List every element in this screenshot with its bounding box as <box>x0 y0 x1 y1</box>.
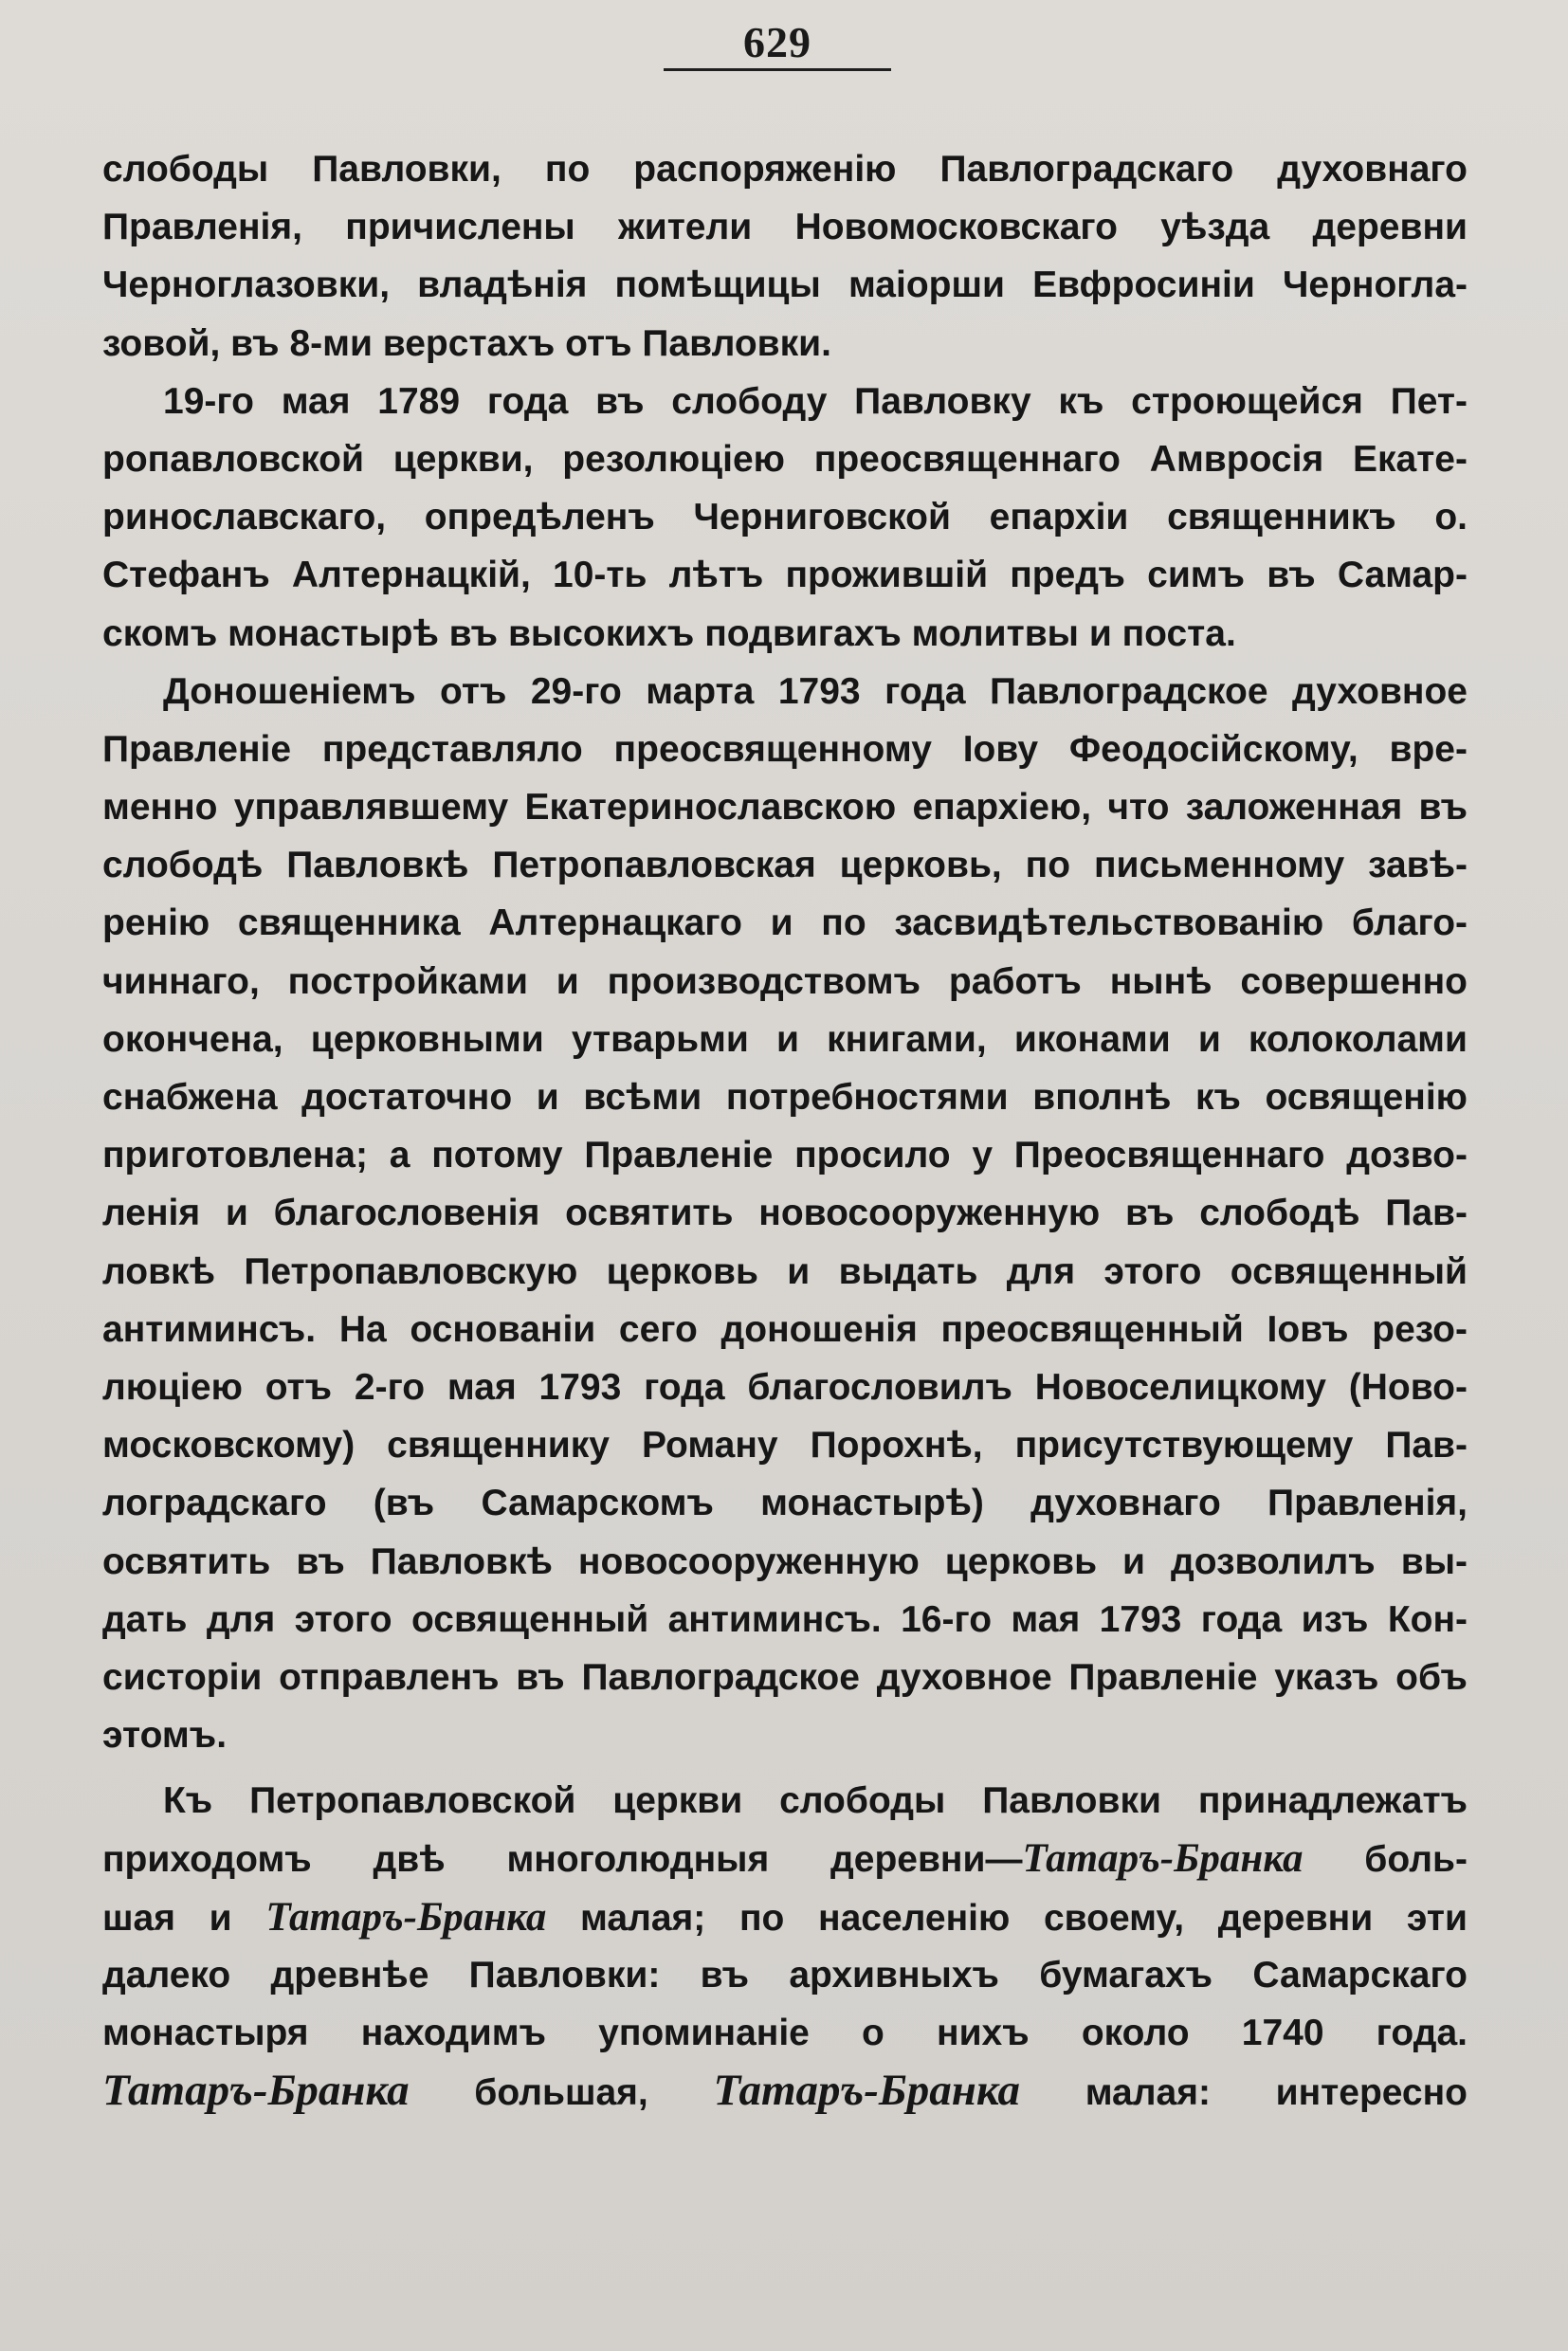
text-line: систоріи отправленъ въ Павлоградское духовное Правленіе указъ объ <box>102 1656 1468 1698</box>
text-line: люціею отъ 2-го мая 1793 года благословилъ Новоселицкому (Ново- <box>102 1366 1468 1408</box>
paragraph <box>102 140 1468 373</box>
text-line: ринославскаго, опредѣленъ Черниговской епархіи священникъ о. <box>102 497 1468 538</box>
text-line: антиминсъ. На основаніи сего доношенія преосвященный Іовъ резо- <box>102 1308 1468 1350</box>
text-line: слободы Павловки, по распоряженію Павлоградскаго духовнаго <box>102 149 1468 190</box>
italic-name: Татаръ-Бранка <box>102 2066 410 2116</box>
text-line: московскому) священнику Роману Порохнѣ, присутствующему Пав- <box>102 1425 1468 1467</box>
page-number-rule <box>664 68 891 71</box>
text-line: слободѣ Павловкѣ Петропавловская церковь, по письменному завѣ- <box>102 845 1468 886</box>
text-line: ленія и благословенія освятить новосооруженную въ слободѣ Пав- <box>102 1193 1468 1234</box>
text-line: дать для этого освященный антиминсъ. 16-го мая 1793 года изъ Кон- <box>102 1598 1468 1640</box>
text-line: этомъ. <box>102 1715 228 1757</box>
text-line: Черноглазовки, владѣнія помѣщицы маіорши Евфросиніи Черногла- <box>102 264 1468 306</box>
italic-name: Татаръ-Бранка <box>713 2066 1021 2116</box>
text-line: Стефанъ Алтернацкій, 10-ть лѣтъ прожившій предъ симъ въ Самар- <box>102 555 1468 596</box>
text-line: окончена, церковными утварьми и книгами, иконами и колоколами <box>102 1018 1468 1060</box>
text-line: шая и Татаръ-Бранка малая; по населенію своему, деревни эти <box>102 1894 1468 1940</box>
page-number: 629 <box>743 18 811 66</box>
body-text <box>102 140 1468 2120</box>
paragraph <box>102 373 1468 663</box>
text-line: чиннаго, постройками и производствомъ работъ нынѣ совершенно <box>102 960 1468 1002</box>
text-line: менно управлявшему Екатеринославскою епархіею, что заложенная въ <box>102 787 1468 829</box>
text-line: Правленіе представляло преосвященному Іову Феодосійскому, вре- <box>102 728 1468 770</box>
italic-name: Татаръ-Бранка <box>1022 1836 1304 1882</box>
text-line: Татаръ-Бранка большая, Татаръ-Бранка малая: интересно <box>102 2066 1468 2116</box>
text-line: монастыря находимъ упоминаніе о нихъ около 1740 года. <box>102 2013 1468 2053</box>
text-line: зовой, въ 8-ми верстахъ отъ Павловки. <box>102 322 831 364</box>
text-line: лоградскаго (въ Самарскомъ монастырѣ) духовнаго Правленія, <box>102 1483 1468 1524</box>
text-line: ловкѣ Петропавловскую церковь и выдать для этого освященный <box>102 1250 1468 1292</box>
text-line: 19-го мая 1789 года въ слободу Павловку къ строющейся Пет- <box>163 380 1468 422</box>
text-line: Къ Петропавловской церкви слободы Павловки принадлежатъ <box>163 1780 1468 1822</box>
text-line: освятить въ Павловкѣ новосооруженную церковь и дозволилъ вы- <box>102 1540 1468 1582</box>
text-line: Доношеніемъ отъ 29-го марта 1793 года Павлоградское духовное <box>163 670 1468 712</box>
text-line: далеко древнѣе Павловки: въ архивныхъ бумагахъ Самарскаго <box>102 1954 1468 1996</box>
paragraph <box>102 663 1468 1765</box>
text-line: ропавловской церкви, резолюціею преосвященнаго Амвросія Екате- <box>102 438 1468 480</box>
paragraph <box>102 1772 1468 2120</box>
italic-name: Татаръ-Бранка <box>265 1894 547 1940</box>
text-line: скомъ монастырѣ въ высокихъ подвигахъ молитвы и поста. <box>102 612 1236 654</box>
text-line: приготовлена; а потому Правленіе просило у Преосвященнаго дозво- <box>102 1135 1468 1176</box>
text-line: ренію священника Алтернацкаго и по засвидѣтельствованію благо- <box>102 902 1468 944</box>
text-line: приходомъ двѣ многолюдныя деревни—Татаръ-Бранка боль- <box>102 1836 1468 1882</box>
text-line: снабжена достаточно и всѣми потребностями вполнѣ къ освященію <box>102 1077 1468 1118</box>
text-line: Правленія, причислены жители Новомосковскаго уѣзда деревни <box>102 207 1468 248</box>
